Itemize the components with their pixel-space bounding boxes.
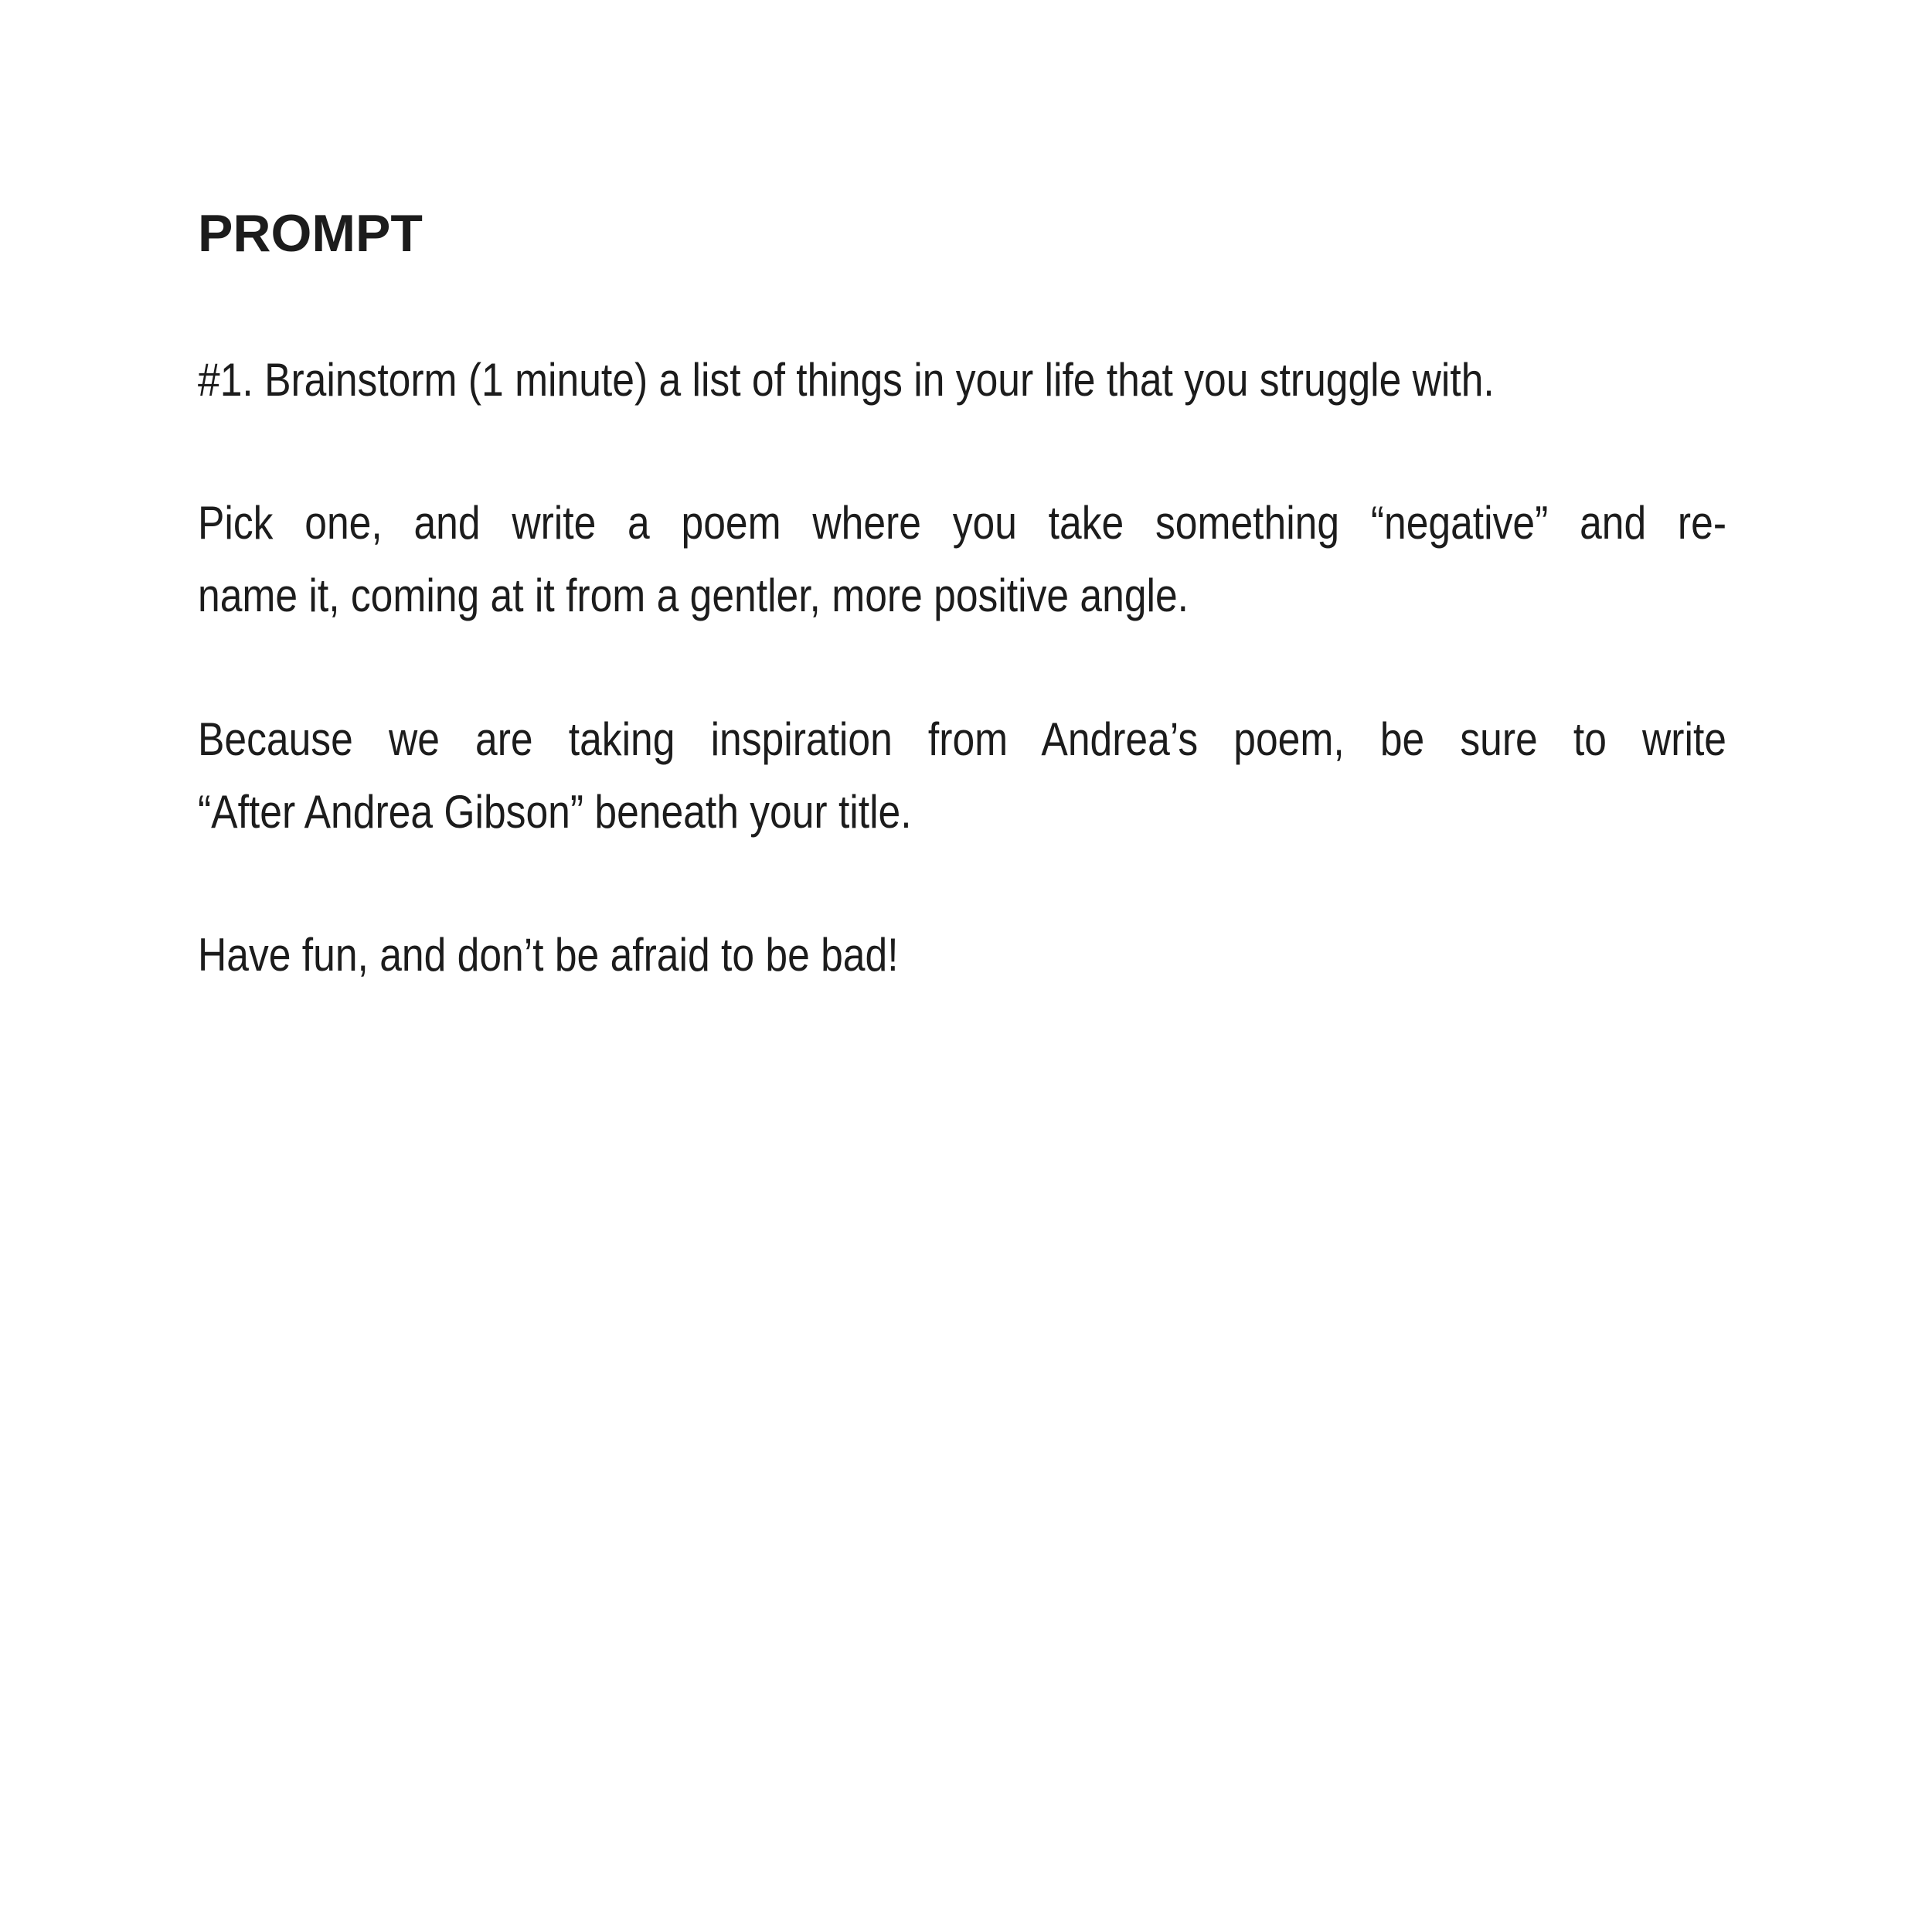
paragraph-line: Because we are taking inspiration from Andrea’s poem, be sure to write xyxy=(198,713,1726,765)
paragraph-line: Pick one, and write a poem where you take something “negative” and re- xyxy=(198,497,1726,549)
paragraph-line: Have fun, and don’t be afraid to be bad! xyxy=(198,929,899,981)
paragraph-line: name it, coming at it from a gentler, more positive angle. xyxy=(198,570,1189,621)
paragraph-line: “After Andrea Gibson” beneath your title. xyxy=(198,786,912,838)
paragraph-attribution xyxy=(198,703,1726,849)
paragraph-pick-one xyxy=(198,487,1726,632)
paragraph-line: #1. Brainstorm (1 minute) a list of things in your life that you struggle with. xyxy=(198,354,1495,406)
paragraph-have-fun xyxy=(198,919,1512,992)
page-heading: PROMPT xyxy=(198,204,423,263)
paragraph-brainstorm xyxy=(198,344,1512,417)
